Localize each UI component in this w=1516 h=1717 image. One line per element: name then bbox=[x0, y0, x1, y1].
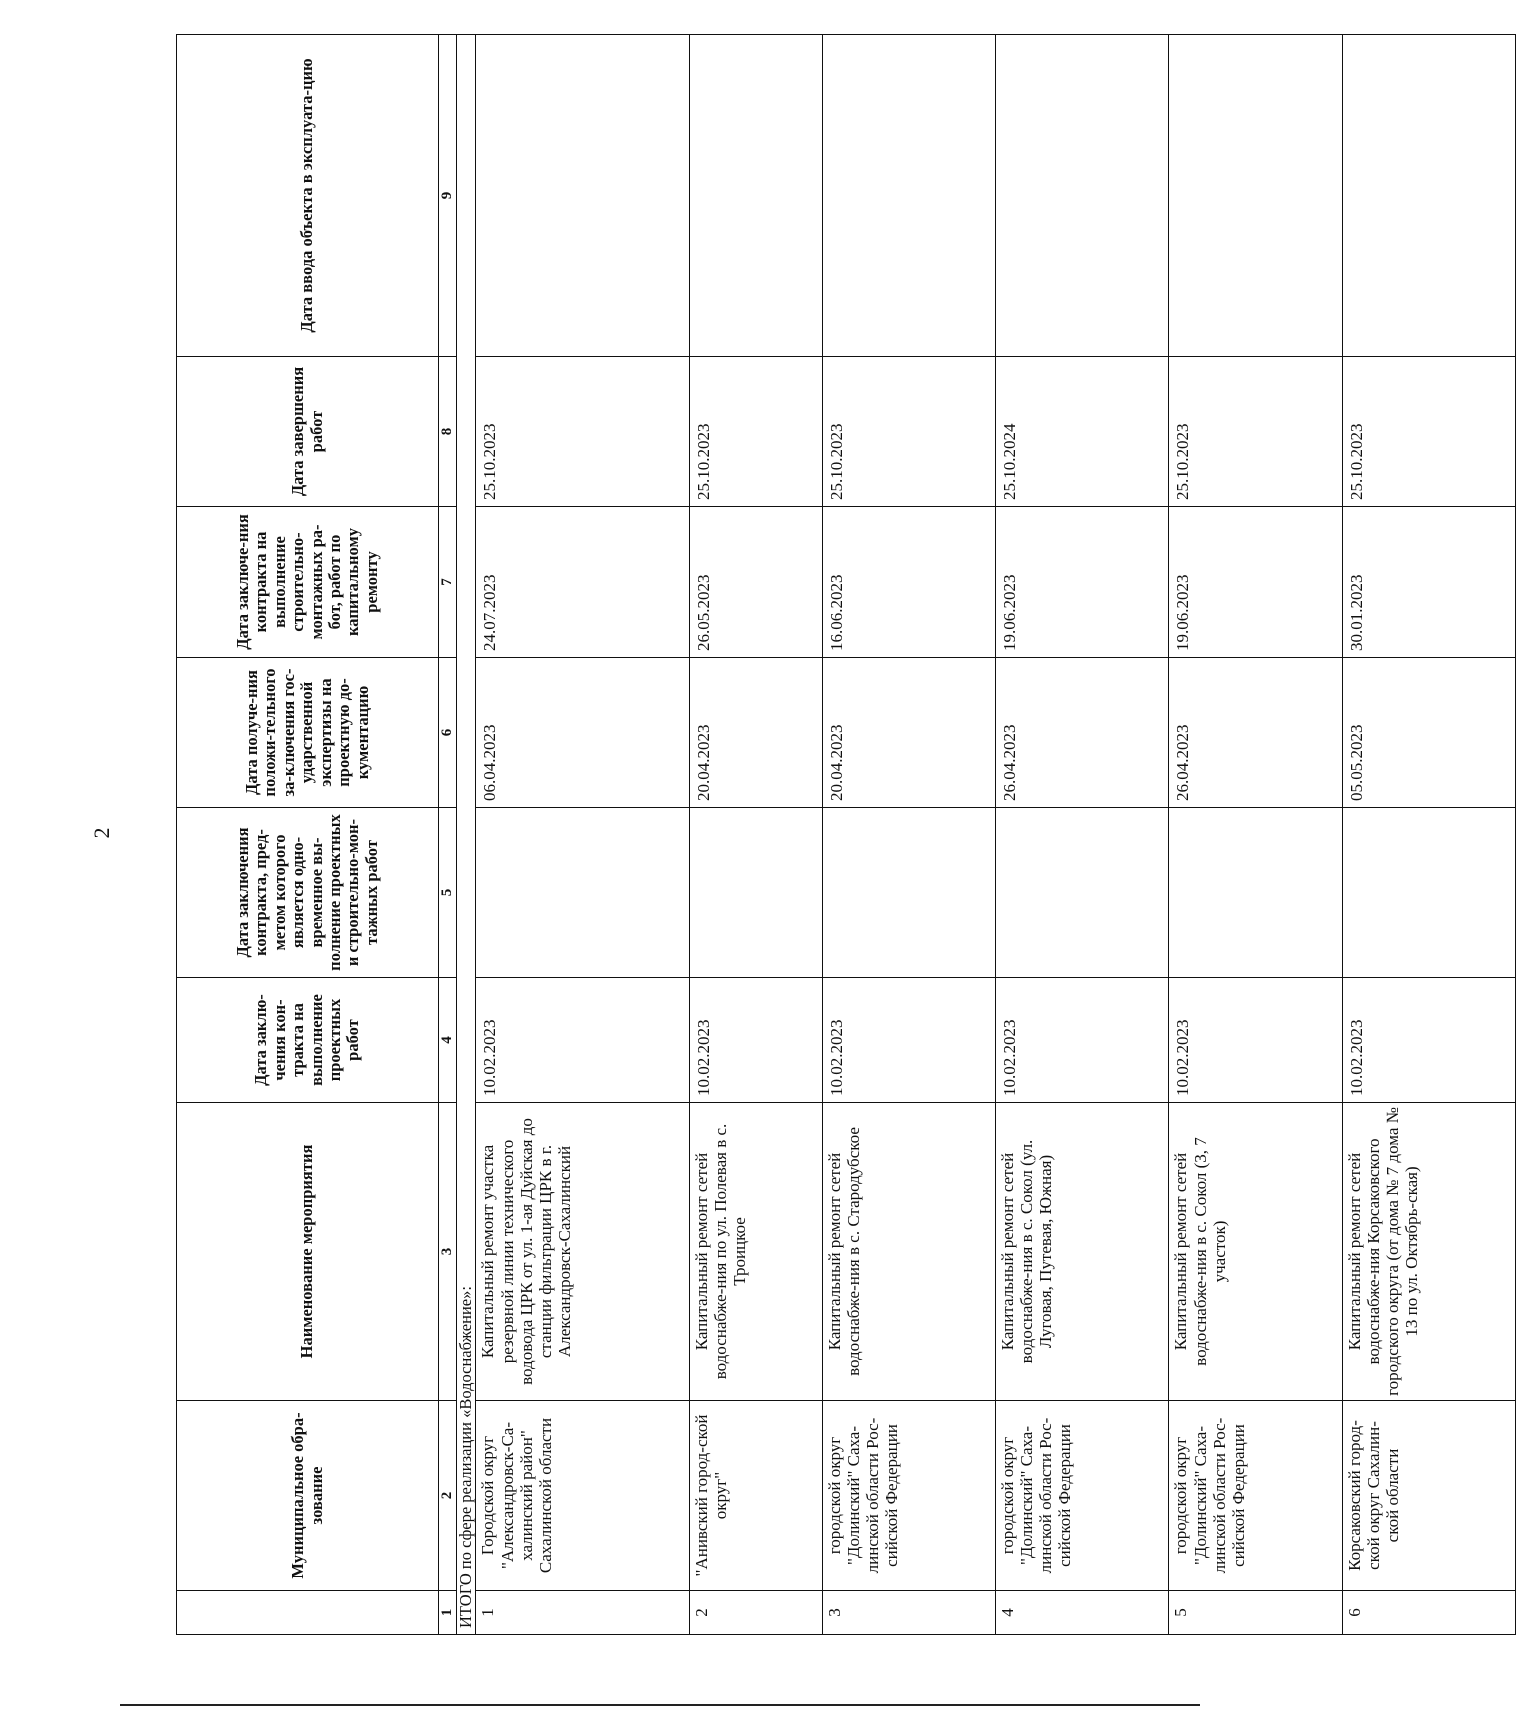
table-header-row bbox=[177, 35, 439, 1635]
expertise-date-cell: 26.04.2023 bbox=[996, 658, 1169, 808]
event-name-cell: Капитальный ремонт сетей водоснабже-ния в с. Стародубское bbox=[822, 1103, 995, 1401]
row-number: 2 bbox=[690, 1591, 823, 1635]
completion-date-cell: 25.10.2024 bbox=[996, 357, 1169, 507]
municipality-cell: Корсаковский город-ской округ Сахалин-ской области bbox=[1342, 1401, 1515, 1591]
scan-edge-line bbox=[120, 1704, 1200, 1706]
row-number: 4 bbox=[996, 1591, 1169, 1635]
row-number: 6 bbox=[1342, 1591, 1515, 1635]
commissioning-date-cell bbox=[1169, 35, 1342, 357]
column-number: 7 bbox=[439, 507, 457, 658]
column-number: 5 bbox=[439, 808, 457, 978]
table-row bbox=[476, 35, 690, 1635]
event-name-cell: Капитальный ремонт сетей водоснабже-ния по ул. Полевая в с. Троицкое bbox=[690, 1103, 823, 1401]
header-expertise-date: Дата получе-ния положи-тельного за-ключения гос-ударственной экспертизы на проектную до-кументацию bbox=[177, 658, 439, 808]
completion-date-cell: 25.10.2023 bbox=[822, 357, 995, 507]
joint-contract-date-cell bbox=[1169, 808, 1342, 978]
municipality-cell: городской округ "Долинский" Саха-линской области Рос-сийской Федерации bbox=[996, 1401, 1169, 1591]
municipality-cell: Городской округ "Александровск-Са-халинский район" Сахалинской области bbox=[476, 1401, 690, 1591]
construction-contract-date-cell: 26.05.2023 bbox=[690, 507, 823, 658]
design-contract-date-cell: 10.02.2023 bbox=[1169, 978, 1342, 1103]
column-number: 8 bbox=[439, 357, 457, 507]
column-number: 3 bbox=[439, 1103, 457, 1401]
expertise-date-cell: 20.04.2023 bbox=[822, 658, 995, 808]
table-row bbox=[1169, 35, 1342, 1635]
joint-contract-date-cell bbox=[1342, 808, 1515, 978]
header-municipality: Муниципальное обра-зование bbox=[177, 1401, 439, 1591]
completion-date-cell: 25.10.2023 bbox=[1342, 357, 1515, 507]
header-event-name: Наименование мероприятия bbox=[177, 1103, 439, 1401]
construction-contract-date-cell: 16.06.2023 bbox=[822, 507, 995, 658]
design-contract-date-cell: 10.02.2023 bbox=[822, 978, 995, 1103]
row-number: 3 bbox=[822, 1591, 995, 1635]
completion-date-cell: 25.10.2023 bbox=[690, 357, 823, 507]
expertise-date-cell: 05.05.2023 bbox=[1342, 658, 1515, 808]
table-row bbox=[690, 35, 823, 1635]
completion-date-cell: 25.10.2023 bbox=[476, 357, 690, 507]
header-commissioning-date: Дата ввода объекта в эксплуата-цию bbox=[177, 35, 439, 357]
construction-contract-date-cell: 24.07.2023 bbox=[476, 507, 690, 658]
municipality-cell: "Анивский город-ской округ" bbox=[690, 1401, 823, 1591]
joint-contract-date-cell bbox=[690, 808, 823, 978]
table-row bbox=[1342, 35, 1515, 1635]
design-contract-date-cell: 10.02.2023 bbox=[690, 978, 823, 1103]
municipality-cell: городской округ "Долинский" Саха-линской области Рос-сийской Федерации bbox=[822, 1401, 995, 1591]
column-number-row bbox=[439, 35, 457, 1635]
column-number: 2 bbox=[439, 1401, 457, 1591]
design-contract-date-cell: 10.02.2023 bbox=[1342, 978, 1515, 1103]
row-number: 5 bbox=[1169, 1591, 1342, 1635]
commissioning-date-cell bbox=[996, 35, 1169, 357]
header-completion-date: Дата завершения работ bbox=[177, 357, 439, 507]
header-construction-contract-date: Дата заключе-ния контракта на выполнение строительно-монтажных ра-бот, работ по капитальному ремонту bbox=[177, 507, 439, 658]
municipality-cell: городской округ "Долинский" Саха-линской области Рос-сийской Федерации bbox=[1169, 1401, 1342, 1591]
column-number: 9 bbox=[439, 35, 457, 357]
completion-date-cell: 25.10.2023 bbox=[1169, 357, 1342, 507]
page-number: 2 bbox=[89, 827, 114, 839]
column-number: 6 bbox=[439, 658, 457, 808]
rotated-table-container bbox=[176, 35, 1516, 1635]
commissioning-date-cell bbox=[476, 35, 690, 357]
construction-contract-date-cell: 19.06.2023 bbox=[1169, 507, 1342, 658]
section-title: ИТОГО по сфере реализации «Водоснабжение»: bbox=[457, 35, 476, 1635]
design-contract-date-cell: 10.02.2023 bbox=[476, 978, 690, 1103]
column-number: 4 bbox=[439, 978, 457, 1103]
table-row bbox=[822, 35, 995, 1635]
expertise-date-cell: 06.04.2023 bbox=[476, 658, 690, 808]
event-name-cell: Капитальный ремонт сетей водоснабже-ния в с. Сокол (3, 7 участок) bbox=[1169, 1103, 1342, 1401]
commissioning-date-cell bbox=[690, 35, 823, 357]
table-row bbox=[996, 35, 1169, 1635]
construction-contract-date-cell: 30.01.2023 bbox=[1342, 507, 1515, 658]
commissioning-date-cell bbox=[1342, 35, 1515, 357]
event-name-cell: Капитальный ремонт участка резервной линии технического водовода ЦРК от ул. 1-ая Дуйская до станции фильтрации ЦРК в г. Александровск-Сахалинский bbox=[476, 1103, 690, 1401]
header-joint-contract-date: Дата заключения контракта, пред-метом которого является одно-временное вы-полнение проектных и строительно-мон-тажных работ bbox=[177, 808, 439, 978]
event-name-cell: Капитальный ремонт сетей водоснабже-ния в с. Сокол (ул. Луговая, Путевая, Южная) bbox=[996, 1103, 1169, 1401]
row-number: 1 bbox=[476, 1591, 690, 1635]
event-name-cell: Капитальный ремонт сетей водоснабже-ния Корсаковского городского округа (от дома № 7 дома № 13 по ул. Октябрь-ская) bbox=[1342, 1103, 1515, 1401]
section-total-row bbox=[457, 35, 476, 1635]
joint-contract-date-cell bbox=[476, 808, 690, 978]
joint-contract-date-cell bbox=[996, 808, 1169, 978]
column-number: 1 bbox=[439, 1591, 457, 1635]
design-contract-date-cell: 10.02.2023 bbox=[996, 978, 1169, 1103]
expertise-date-cell: 20.04.2023 bbox=[690, 658, 823, 808]
commissioning-date-cell bbox=[822, 35, 995, 357]
expertise-date-cell: 26.04.2023 bbox=[1169, 658, 1342, 808]
header-design-contract-date: Дата заклю-чения кон-тракта на выполнение проектных работ bbox=[177, 978, 439, 1103]
water-supply-table bbox=[176, 34, 1516, 1635]
construction-contract-date-cell: 19.06.2023 bbox=[996, 507, 1169, 658]
joint-contract-date-cell bbox=[822, 808, 995, 978]
header-index bbox=[177, 1591, 439, 1635]
